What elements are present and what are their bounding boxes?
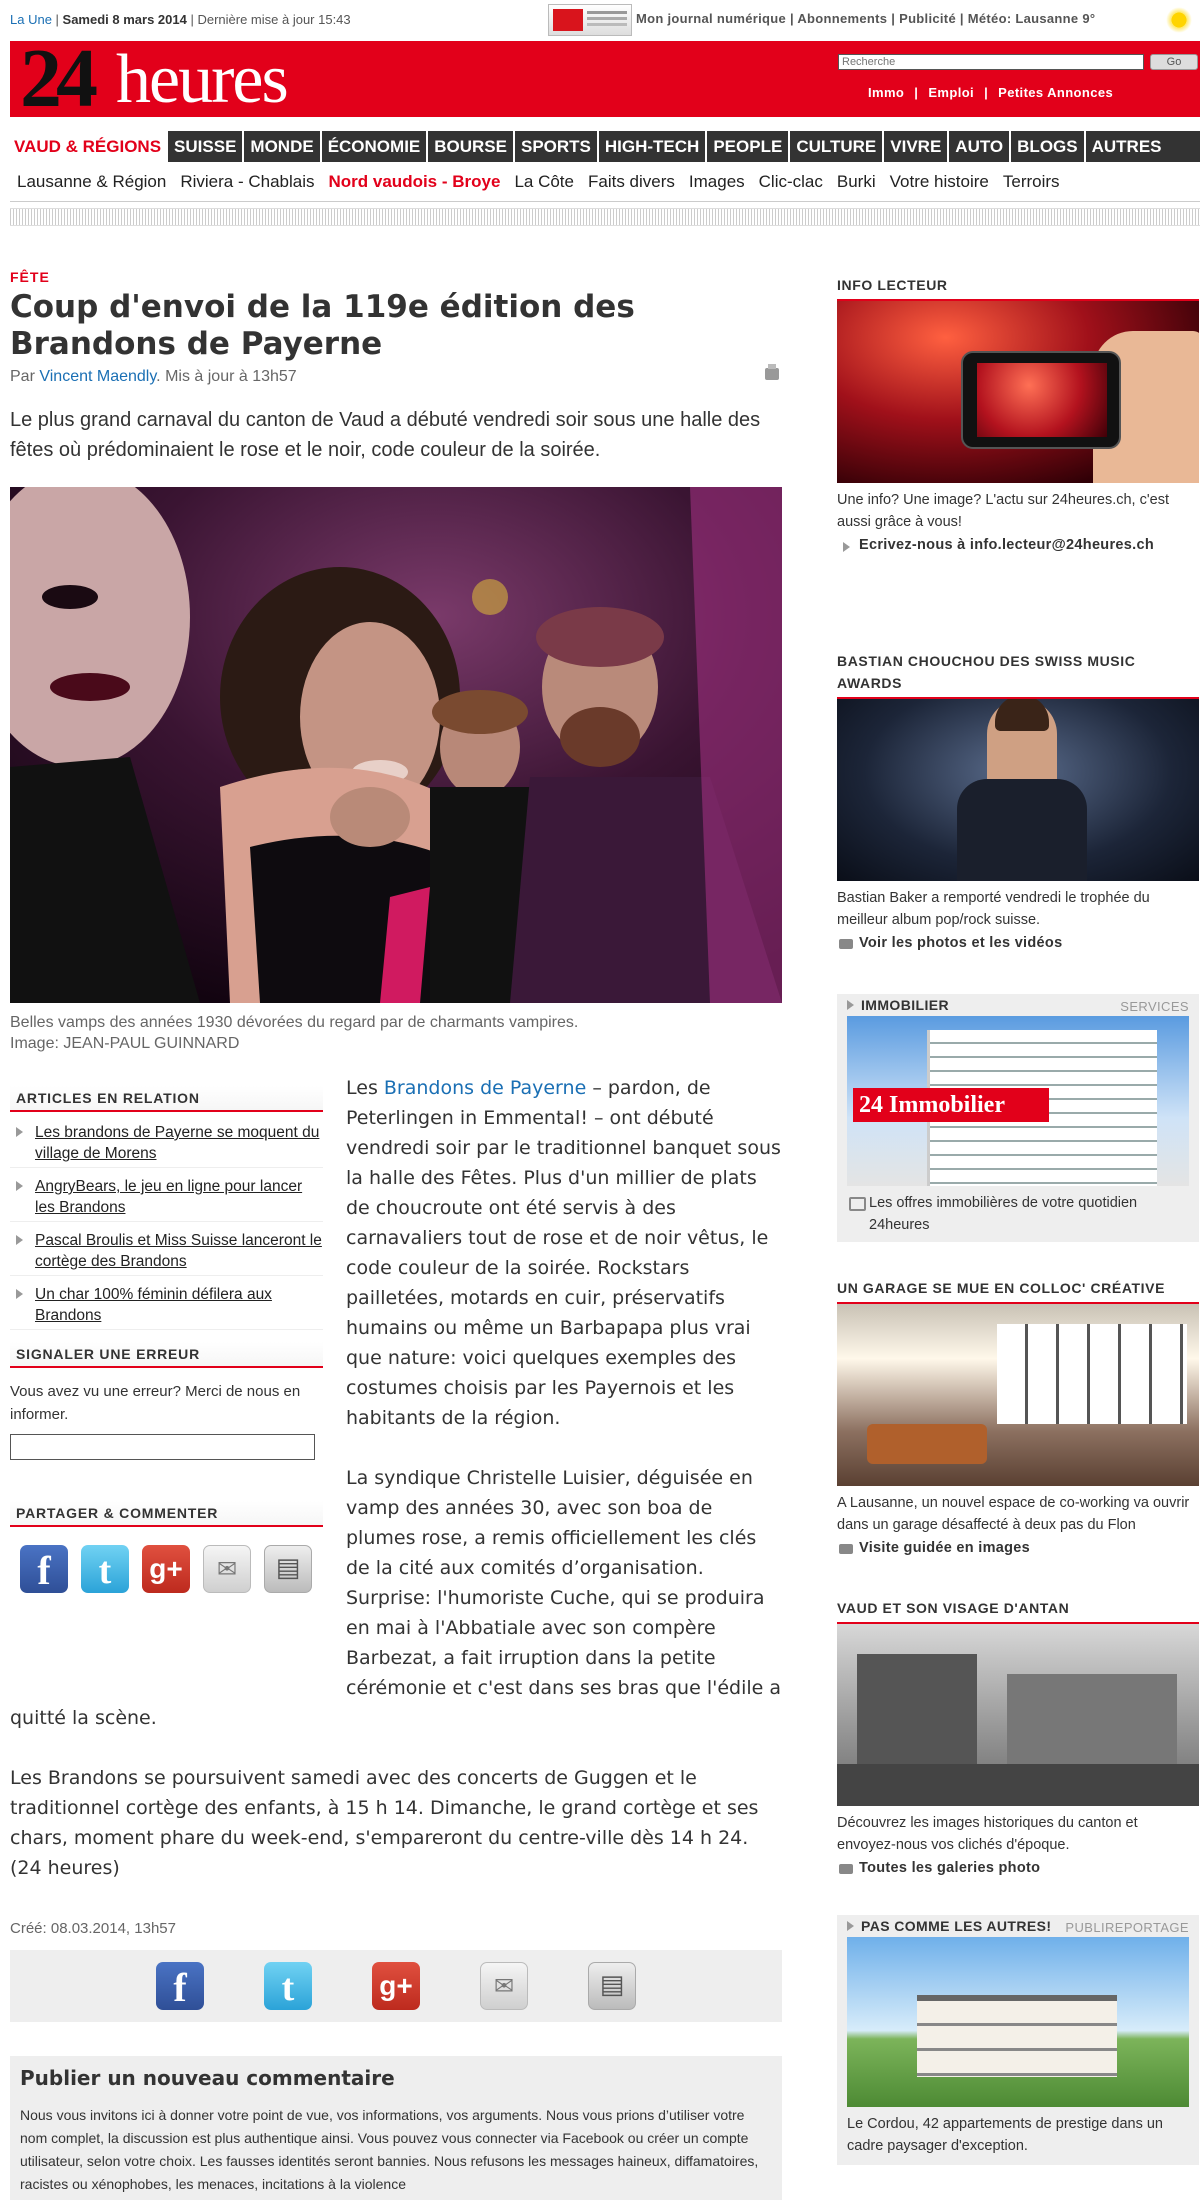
garage-box (837, 1277, 1199, 1556)
header-link-immo[interactable]: Immo (868, 85, 905, 100)
related-item[interactable]: AngryBears, le jeu en ligne pour lancer les Brandons (10, 1176, 323, 1222)
publireportage-label: PUBLIREPORTAGE (1065, 1920, 1189, 1935)
nav-economie[interactable]: ÉCONOMIE (320, 131, 427, 162)
bastian-text: Bastian Baker a remporté vendredi le trophée du meilleur album pop/rock suisse. (837, 890, 1150, 928)
nav-culture[interactable]: CULTURE (788, 131, 882, 162)
decorative-divider (10, 208, 1200, 226)
paragraph-2: La syndique Christelle Luisier, déguisée en vamp des années 30, avec son boa de plumes rose, a remis officiellement les clés de la cité aux comités d’organisation. Surprise: l'humoriste Cuche, qui se produira en mai à l'Abbatiale avec son compère Barbezat, a fait irruption dans la petite cérémonie et c'est dans ses bras que l'édile a quitté la scène. (10, 1467, 782, 1729)
singer-illustration (987, 699, 1057, 881)
logo-number: 24 (20, 32, 92, 125)
main-nav (10, 131, 1200, 162)
created-date: Créé: 08.03.2014, 13h57 (10, 1920, 176, 1937)
logo-word: heures (116, 41, 287, 118)
twitter-icon[interactable]: t (81, 1545, 129, 1593)
sub-nav (10, 162, 1200, 202)
comment-icon[interactable]: ▤ (588, 1962, 636, 2010)
nav-bourse[interactable]: BOURSE (426, 131, 513, 162)
report-error-input[interactable] (10, 1434, 315, 1460)
residence-illustration (917, 1995, 1117, 2077)
article-kicker: FÊTE (10, 269, 50, 285)
search-go-button[interactable]: Go (1150, 54, 1198, 70)
info-text: Une info? Une image? L'actu sur 24heures.ch, c'est aussi grâce à vous! (837, 492, 1169, 530)
share-icons (10, 1527, 323, 1593)
sun-weather-icon (1166, 7, 1192, 33)
top-links: Mon journal numérique | Abonnements | Publicité | Météo: Lausanne 9° (636, 11, 1096, 26)
share-box (10, 1501, 323, 1593)
article-photo[interactable] (10, 487, 782, 1003)
date-line: La Une | Samedi 8 mars 2014 | Dernière mise à jour 15:43 (10, 12, 351, 27)
search-input[interactable] (838, 54, 1144, 70)
top-link-meteo[interactable]: Météo: Lausanne 9° (967, 11, 1096, 26)
comment-box (10, 2056, 782, 2200)
pub-header (847, 1915, 1189, 1937)
email-icon[interactable]: ✉ (480, 1962, 528, 2010)
pub-image[interactable] (847, 1937, 1189, 2107)
related-articles (10, 1086, 323, 1338)
vaud-antan-box (837, 1597, 1199, 1876)
header-link-annonces[interactable]: Petites Annonces (998, 85, 1114, 100)
vaud-text: Découvrez les images historiques du canton et envoyez-nous vos clichés d'époque. (837, 1815, 1138, 1853)
subnav-terroirs[interactable]: Terroirs (1002, 171, 1060, 191)
email-icon[interactable]: ✉ (203, 1545, 251, 1593)
twitter-icon[interactable]: t (264, 1962, 312, 2010)
immo-header (847, 994, 1189, 1016)
paragraph-3 (10, 1763, 782, 1883)
nav-high-tech[interactable]: HIGH-TECH (597, 131, 705, 162)
nav-sports[interactable]: SPORTS (513, 131, 597, 162)
byline-prefix: Par (10, 368, 35, 385)
bastian-title: BASTIAN CHOUCHOU DES SWISS MUSIC AWARDS (837, 650, 1199, 699)
byline-updated: . Mis à jour à 13h57 (156, 368, 297, 385)
report-error-box (10, 1342, 323, 1460)
garage-title: UN GARAGE SE MUE EN COLLOC' CRÉATIVE (837, 1277, 1199, 1304)
report-text: Vous avez vu une erreur? Merci de nous en informer. (10, 1383, 301, 1423)
building-illustration (857, 1654, 977, 1764)
photo-credit: Image: JEAN-PAUL GUINNARD (10, 1035, 240, 1052)
top-link-abonnements[interactable]: Abonnements (797, 11, 888, 26)
comment-icon[interactable]: ▤ (264, 1545, 312, 1593)
digital-paper-thumbnail[interactable] (548, 4, 632, 36)
nav-suisse[interactable]: SUISSE (166, 131, 242, 162)
facebook-icon[interactable]: f (20, 1545, 68, 1593)
bastian-image[interactable] (837, 699, 1199, 881)
header-link-emploi[interactable]: Emploi (928, 85, 975, 100)
subnav-burki[interactable]: Burki (836, 171, 876, 191)
brandons-link[interactable]: Brandons de Payerne (383, 1077, 587, 1099)
immo-link[interactable]: Les offres immobilières de votre quotidien 24heures (847, 1192, 1189, 1236)
vaud-image[interactable] (837, 1624, 1199, 1806)
nav-vivre[interactable]: VIVRE (882, 131, 947, 162)
publireportage-box (837, 1915, 1199, 2165)
smartphone-icon (961, 351, 1121, 449)
street-illustration (837, 1764, 1199, 1806)
google-plus-icon[interactable]: g+ (142, 1545, 190, 1593)
article-title: Coup d'envoi de la 119e édition des Brandons de Payerne (10, 289, 635, 362)
print-icon[interactable] (765, 368, 779, 380)
immobilier-box (837, 994, 1199, 1242)
sofa-illustration (867, 1424, 987, 1464)
caption-text: Belles vamps des années 1930 dévorées du regard par de charmants vampires. (10, 1014, 579, 1031)
comment-title: Publier un nouveau commentaire (20, 2066, 395, 2090)
info-email-link[interactable]: Ecrivez-nous à info.lecteur@24heures.ch (837, 537, 1199, 553)
author-link[interactable]: Vincent Maendly (39, 368, 157, 385)
related-title: ARTICLES EN RELATION (10, 1086, 323, 1112)
window-illustration (997, 1324, 1187, 1424)
comment-rules: Nous vous invitons ici à donner votre point de vue, vos informations, vos arguments. Nous vous prions d’utiliser votre nom complet, la discussion est plus authentique ainsi. Vous pouvez vous connecter via Facebook ou créer un compte utilisateur, selon votre choix. Les fausses identités seront bannies. Nous refusons les messages haineux, diffamatoires, racistes ou xénophobes, les menaces, incitations à la violence (20, 2107, 759, 2192)
immo-image[interactable] (847, 1016, 1189, 1186)
vaud-title: VAUD ET SON VISAGE D'ANTAN (837, 1597, 1199, 1624)
header-links: Immo | Emploi | Petites Annonces (868, 85, 1114, 100)
bastian-box (837, 650, 1199, 951)
garage-image[interactable] (837, 1304, 1199, 1486)
subnav-faits-divers[interactable]: Faits divers (587, 171, 675, 191)
garage-text: A Lausanne, un nouvel espace de co-working va ouvrir dans un garage désaffecté à deux pas du Flon (837, 1495, 1190, 1533)
nav-people[interactable]: PEOPLE (705, 131, 788, 162)
info-title: INFO LECTEUR (837, 274, 1199, 301)
site-header (10, 32, 1200, 125)
la-une-link[interactable]: La Une (10, 12, 52, 27)
services-label: SERVICES (1120, 999, 1189, 1014)
info-lecteur-image[interactable] (837, 301, 1199, 483)
report-title: SIGNALER UNE ERREUR (10, 1342, 323, 1368)
carnival-photo-illustration (10, 487, 782, 1003)
nav-autres[interactable]: AUTRES (1084, 131, 1200, 162)
top-link-journal[interactable]: Mon journal numérique (636, 11, 787, 26)
p3-text: Les Brandons se poursuivent samedi avec des concerts de Guggen et le traditionnel cortège des enfants, à 15 h 14. Dimanche, le grand cortège et ses chars, moment phare du week-end, s'empareront du centre-ville dès 14 h 24. (10, 1767, 759, 1849)
immo-title: IMMOBILIER (861, 997, 949, 1013)
top-link-publicite[interactable]: Publicité (899, 11, 956, 26)
article-lead: Le plus grand carnaval du canton de Vaud a débuté vendredi soir sous une halle des fêtes où prédominaient le rose et le noir, code couleur de la soirée. (10, 409, 761, 461)
subnav-nord-vaudois[interactable]: Nord vaudois - Broye (328, 171, 501, 191)
subnav-clic-clac[interactable]: Clic-clac (758, 171, 823, 191)
subnav-riviera[interactable]: Riviera - Chablais (180, 171, 315, 191)
pub-title: PAS COMME LES AUTRES! (861, 1918, 1052, 1934)
garage-gallery-link[interactable]: Visite guidée en images (837, 1540, 1199, 1556)
immo-logo: 24 Immobilier (853, 1088, 1049, 1122)
bastian-gallery-link[interactable]: Voir les photos et les vidéos (837, 935, 1199, 951)
info-lecteur-box (837, 274, 1199, 553)
subnav-la-cote[interactable]: La Côte (514, 171, 574, 191)
current-date: Samedi 8 mars 2014 (62, 12, 187, 27)
share-title: PARTAGER & COMMENTER (10, 1501, 323, 1527)
related-item[interactable]: Les brandons de Payerne se moquent du village de Morens (10, 1122, 323, 1168)
google-plus-icon[interactable]: g+ (372, 1962, 420, 2010)
subnav-votre-histoire[interactable]: Votre histoire (889, 171, 989, 191)
article-byline (10, 368, 297, 386)
nav-auto[interactable]: AUTO (947, 131, 1009, 162)
related-item[interactable]: Un char 100% féminin défilera aux Brandons (10, 1284, 323, 1330)
vaud-gallery-link[interactable]: Toutes les galeries photo (837, 1860, 1199, 1876)
nav-blogs[interactable]: BLOGS (1009, 131, 1083, 162)
building-illustration (1007, 1674, 1177, 1764)
p1-prefix: Les (346, 1077, 384, 1099)
p1-text: – pardon, de Peterlingen in Emmental! – ont débuté vendredi soir par le traditionnel banquet sous la halle des Fêtes. Plus d'un millier de plats de choucroute ont été servis à des carnavaliers tout de rose et de noir vêtus, le code couleur de la soirée. Rockstars pailletées, motards en cuir, préservatifs humains ou même un Barbapapa plus vrai que nature: voici quelques exemples des costumes choisis par les Payernois et les habitants de la région. (346, 1077, 781, 1429)
subnav-lausanne[interactable]: Lausanne & Région (17, 171, 167, 191)
last-update: Dernière mise à jour 15:43 (197, 12, 351, 27)
pub-text[interactable]: Le Cordou, 42 appartements de prestige dans un cadre paysager d'exception. (847, 2116, 1163, 2154)
nav-vaud-regions[interactable]: VAUD & RÉGIONS (10, 131, 166, 162)
related-list (10, 1122, 323, 1330)
facebook-icon[interactable]: f (156, 1962, 204, 2010)
related-item[interactable]: Pascal Broulis et Miss Suisse lanceront le cortège des Brandons (10, 1230, 323, 1276)
subnav-images[interactable]: Images (688, 171, 745, 191)
nav-monde[interactable]: MONDE (242, 131, 319, 162)
top-bar (0, 0, 1200, 40)
bottom-share-bar (10, 1950, 782, 2022)
article-source: (24 heures) (10, 1857, 120, 1879)
photo-caption (10, 1012, 782, 1054)
